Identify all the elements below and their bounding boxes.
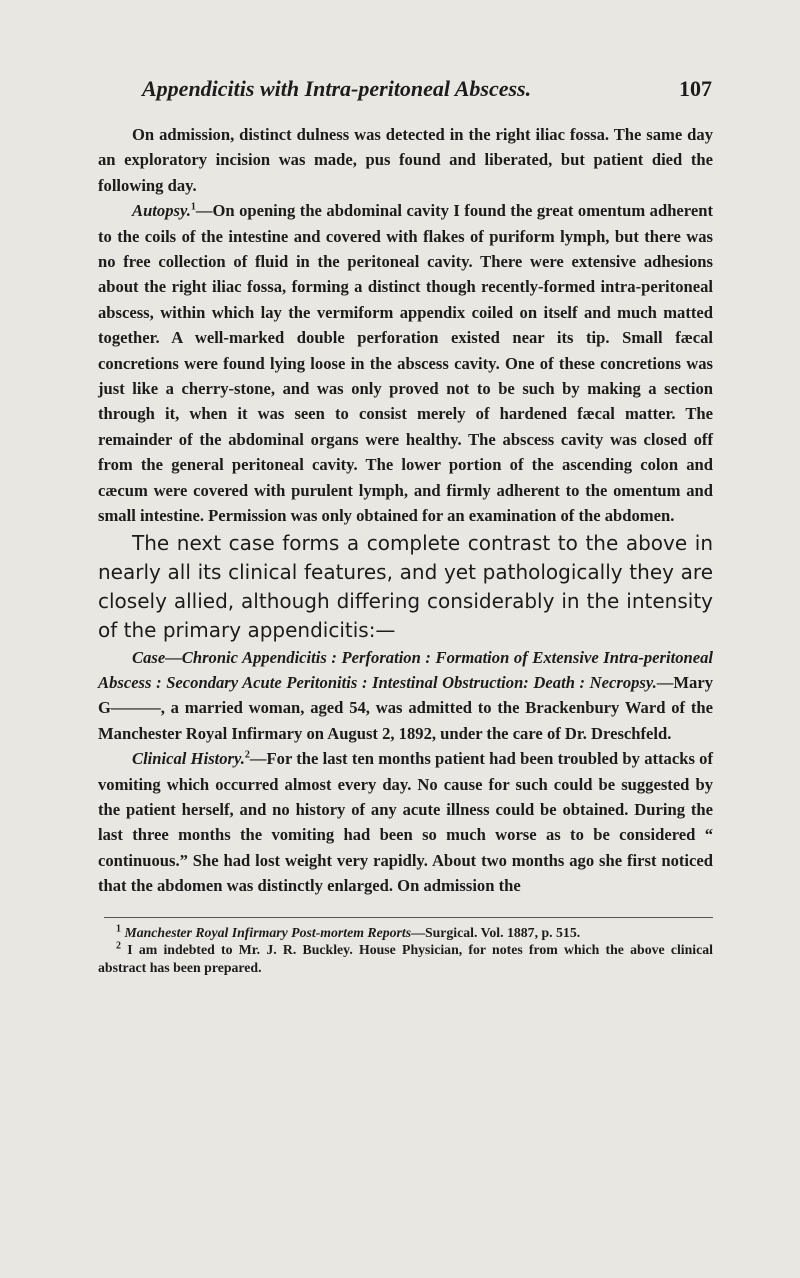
footnote-1-mark: 1: [116, 922, 121, 934]
running-header: [142, 76, 712, 102]
page-number: 107: [679, 76, 712, 101]
footnote-ref-2: 2: [244, 749, 250, 761]
footnote-1-source: Manchester Royal Infirmary Post-mortem Reports: [124, 924, 412, 940]
autopsy-text: —On opening the abdominal cavity I found the great omentum adherent to the coils of the intestine and covered with flakes of puriform lymph, but there was no free collection of fluid in the peritoneal cavity. There were extensive adhesions about the right iliac fossa, forming a distinct though recently-formed intra-peritoneal abscess, within which lay the vermiform appendix coiled on itself and much matted together. A well-marked double perforation existed near its tip. Small fæcal concretions were found lying loose in the abscess cavity. One of these concretions was just like a cherry-stone, and was only proved not to be such by making a section through it, when it was seen to consist merely of hardened fæcal matter. The remainder of the abdominal organs were healthy. The abscess cavity was closed off from the general peritoneal cavity. The lower portion of the ascending colon and cæcum were covered with purulent lymph, and firmly adherent to the omentum and small intestine. Permission was only obtained for an examination of the abdomen.: [98, 201, 713, 526]
case-title: Case—Chronic Appendicitis : Perforation : Formation of Extensive Intra-peritoneal Abscess : Secondary Acute Peritonitis : Intestinal Obstruction: Death : Necropsy.: [98, 647, 713, 692]
footnote-2-mark: 2: [116, 940, 121, 952]
paragraph-autopsy: [98, 198, 713, 528]
paragraph-admission: On admission, distinct dulness was detected in the right iliac fossa. The same day an exploratory incision was made, pus found and liberated, but patient died the following day.: [98, 125, 713, 195]
paragraph-contrast: The next case forms a complete contrast to the above in nearly all its clinical features, and yet pathologically they are closely allied, although differing considerably in the intensity of the primary appendicitis:—: [98, 530, 713, 642]
footnote-2-text: I am indebted to Mr. J. R. Buckley. House Physician, for notes from which the above clinical abstract has been prepared.: [98, 942, 713, 975]
footnotes: [98, 924, 713, 977]
footnote-1: [98, 924, 713, 942]
case-text: —Mary G———, a married woman, aged 54, was admitted to the Brackenbury Ward of the Manchester Royal Infirmary on August 2, 1892, under the care of Dr. Dreschfeld.: [98, 672, 713, 743]
clinical-history-text: —For the last ten months patient had been troubled by attacks of vomiting which occurred almost every day. No cause for such could be suggested by the patient herself, and no history of any acute illness could be obtained. During the last three months the vomiting had been so much worse as to be considered “ continuous.” She had lost weight very rapidly. About two months ago she first noticed that the abdomen was distinctly enlarged. On admission the: [98, 749, 714, 896]
footnote-divider: [104, 917, 713, 918]
footnote-ref-1: 1: [190, 201, 196, 213]
footnote-2: [98, 941, 713, 976]
paragraph-case: [98, 645, 713, 747]
running-title: Appendicitis with Intra-peritoneal Abscess.: [142, 76, 532, 101]
footnote-1-rest: —Surgical. Vol. 1887, p. 515.: [411, 924, 581, 940]
autopsy-label: Autopsy.: [132, 201, 191, 221]
body-text: [98, 122, 713, 976]
clinical-history-label: Clinical History.: [132, 749, 245, 769]
paragraph-clinical-history: [98, 746, 713, 898]
